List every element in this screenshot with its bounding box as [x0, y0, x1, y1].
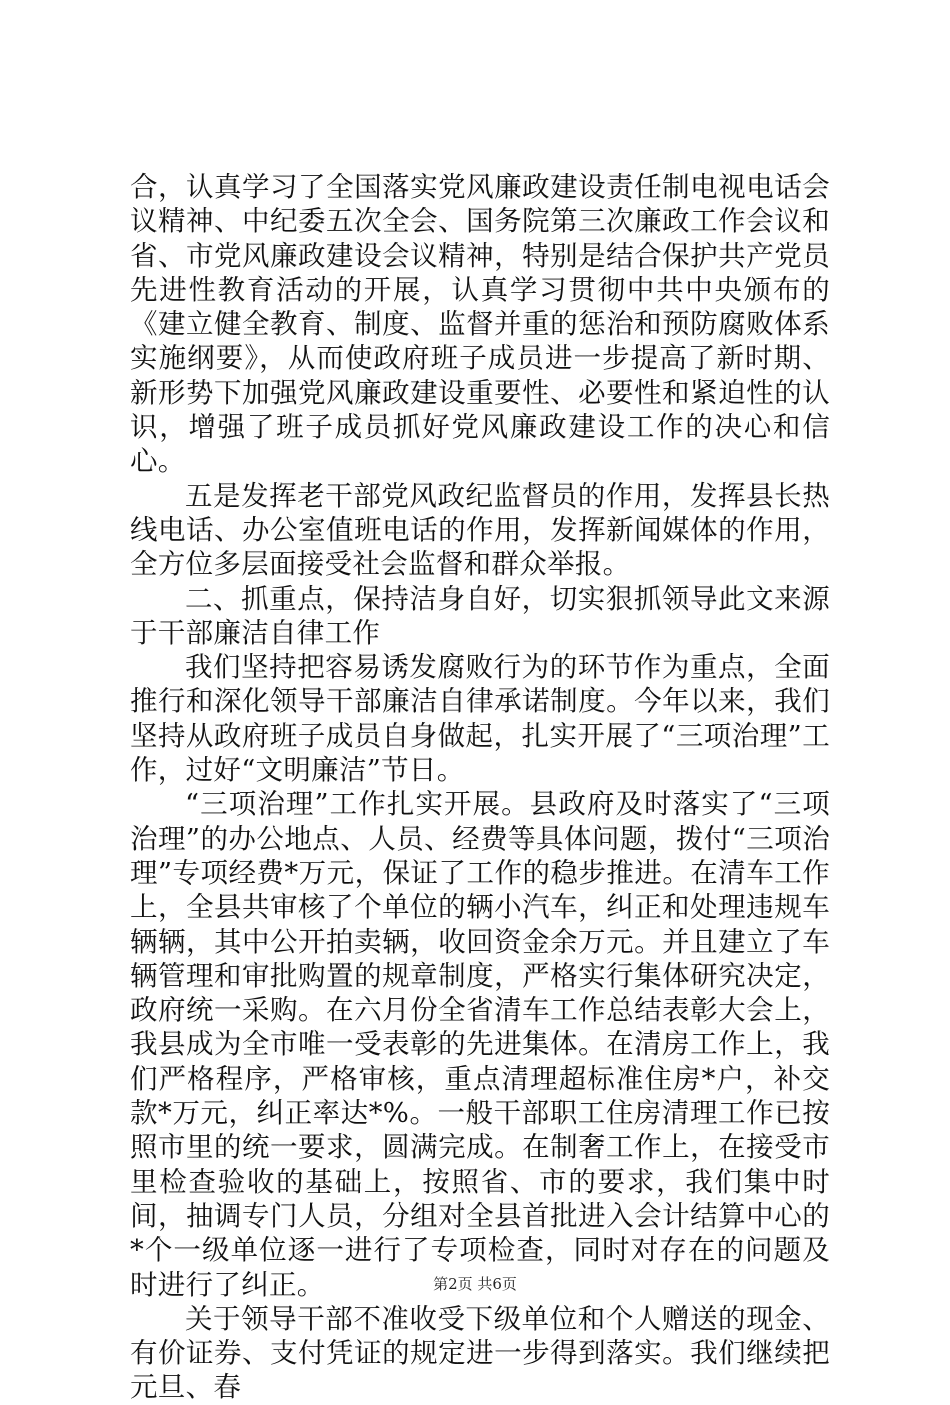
paragraph-three-governance: “三项治理”工作扎实开展。县政府及时落实了“三项治理”的办公地点、人员、经费等具体问题，拨付“三项治理”专项经费*万元，保证了工作的稳步推进。在清车工作上，全县共审核了个单位的辆小汽车，纠正和处理违规车辆辆，其中公开拍卖辆，收回资金余万元。并且建立了车辆管理和审批购置的规章制度，严格实行集体研究决定，政府统一采购。在六月份全省清车工作总结表彰大会上，我县成为全市唯一受表彰的先进集体。在清房工作上，我们严格程序，严格审核，重点清理超标准住房*户，补交款*万元，纠正率达*%。一般干部职工住房清理工作已按照市里的统一要求，圆满完成。在制奢工作上，在接受市里检查验收的基础上，按照省、市的要求，我们集中时间，抽调专门人员，分组对全县首批进入会计结算中心的*个一级单位逐一进行了专项检查，同时对存在的问题及时进行了纠正。: [130, 788, 830, 1301]
paragraph-item-five: 五是发挥老干部党风政纪监督员的作用，发挥县长热线电话、办公室值班电话的作用，发挥新闻媒体的作用，全方位多层面接受社会监督和群众举报。: [130, 479, 830, 581]
document-body: [130, 170, 830, 1405]
page-number-footer: 第2页 共6页: [433, 1275, 517, 1293]
section-heading-two: 二、抓重点，保持洁身自好，切实狠抓领导此文来源于干部廉洁自律工作: [130, 582, 830, 649]
paragraph-continuation: 合，认真学习了全国落实党风廉政建设责任制电视电话会议精神、中纪委五次全会、国务院第三次廉政工作会议和省、市党风廉政建设会议精神，特别是结合保护共产党员先进性教育活动的开展，认真学习贯彻中共中央颁布的《建立健全教育、制度、监督并重的惩治和预防腐败体系实施纲要》，从而使政府班子成员进一步提高了新时期、新形势下加强党风廉政建设重要性、必要性和紧迫性的认识，增强了班子成员抓好党风廉政建设工作的决心和信心。: [130, 171, 830, 478]
paragraph-gift-rules: 关于领导干部不准收受下级单位和个人赠送的现金、有价证券、支付凭证的规定进一步得到落实。我们继续把元旦、春: [130, 1302, 830, 1404]
paragraph-intro: 我们坚持把容易诱发腐败行为的环节作为重点，全面推行和深化领导干部廉洁自律承诺制度。今年以来，我们坚持从政府班子成员自身做起，扎实开展了“三项治理”工作，过好“文明廉洁”节日。: [130, 651, 830, 787]
